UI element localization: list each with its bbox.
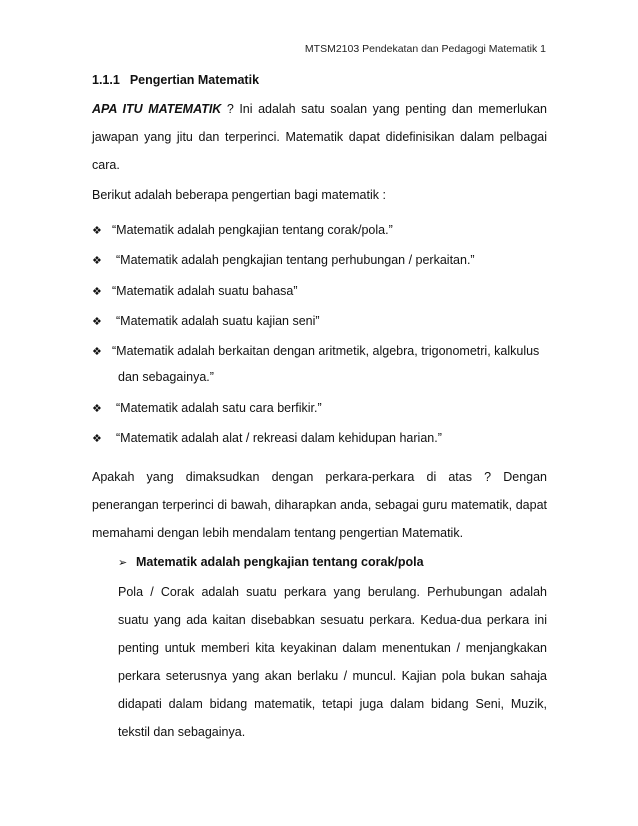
definition-continuation: dan sebagainya.”: [118, 370, 214, 384]
subsection-title: Matematik adalah pengkajian tentang corak/pola: [136, 555, 424, 569]
definition-text: “Matematik adalah satu cara berfikir.”: [116, 401, 322, 415]
definition-item: [92, 343, 562, 360]
section-heading: [92, 73, 259, 87]
intro-text: ? Ini adalah satu soalan yang penting dan memerlukan jawapan yang jitu dan terperinci. Matematik dapat didefinisikan dalam pelbagai cara.: [92, 102, 547, 172]
diamond-bullet-icon: ❖: [92, 346, 102, 358]
diamond-bullet-icon: ❖: [92, 286, 102, 298]
section-title: Pengertian Matematik: [129, 73, 260, 87]
intro-paragraph: [92, 95, 547, 179]
definition-item: [92, 430, 562, 447]
definition-item: [92, 313, 562, 330]
definition-text: “Matematik adalah berkaitan dengan aritmetik, algebra, trigonometri, kalkulus: [112, 344, 540, 358]
diamond-bullet-icon: ❖: [92, 316, 102, 328]
diamond-bullet-icon: ❖: [92, 433, 102, 445]
diamond-bullet-icon: ❖: [92, 403, 102, 415]
subsection-paragraph: Pola / Corak adalah suatu perkara yang berulang. Perhubungan adalah suatu yang ada kaitan disebabkan sesuatu perkara. Kedua-dua perkara ini penting untuk memberi kita keyakinan dalam menentukan / menjangkakan perkara seterusnya yang akan berlaku / muncul. Kajian pola bukan sahaja didapati dalam bidang matematik, tetapi juga dalam bidang Seni, Muzik, tekstil dan sebagainya.: [118, 585, 547, 739]
section-number: 1.1.1: [92, 73, 120, 87]
running-header: MTSM2103 Pendekatan dan Pedagogi Matematik 1: [304, 43, 546, 55]
definition-item: [92, 400, 562, 417]
diamond-bullet-icon: ❖: [92, 225, 102, 237]
list-intro: Berikut adalah beberapa pengertian bagi matematik :: [92, 188, 386, 202]
diamond-bullet-icon: ❖: [92, 255, 102, 267]
definition-item: [92, 222, 562, 239]
definition-item: [92, 283, 562, 300]
definition-text: “Matematik adalah pengkajian tentang corak/pola.”: [112, 223, 393, 237]
definition-text: “Matematik adalah suatu bahasa”: [112, 284, 298, 298]
definition-text: “Matematik adalah suatu kajian seni”: [116, 314, 320, 328]
definition-item: [92, 252, 562, 269]
definition-text: “Matematik adalah alat / rekreasi dalam kehidupan harian.”: [116, 431, 442, 445]
subsection-heading: [118, 555, 424, 569]
arrow-bullet-icon: ➢: [118, 557, 128, 569]
closing-paragraph: Apakah yang dimaksudkan dengan perkara-perkara di atas ? Dengan penerangan terperinci di bawah, diharapkan anda, sebagai guru matematik, dapat memahami dengan lebih mendalam tentang pengertian Matematik.: [92, 470, 547, 540]
definition-text: “Matematik adalah pengkajian tentang perhubungan / perkaitan.”: [116, 253, 475, 267]
intro-lead: APA ITU MATEMATIK: [92, 102, 222, 116]
